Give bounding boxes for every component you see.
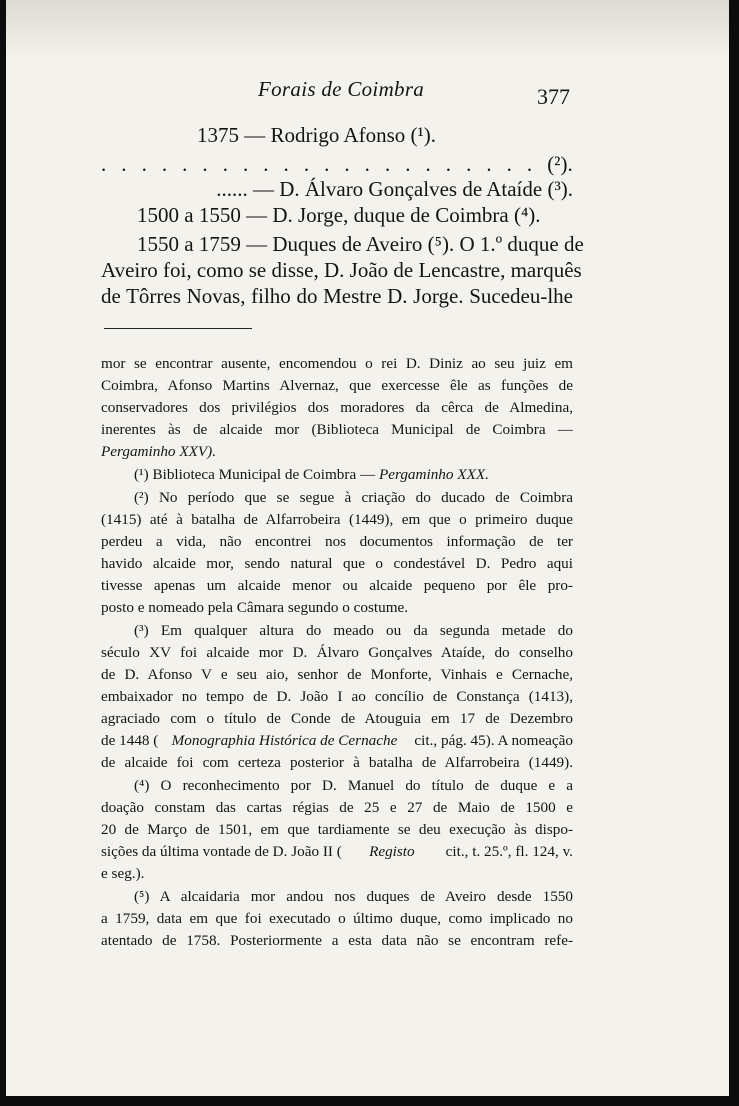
footnote-continuation-line: conservadores dos privilégios dos moradores da cêrca de Almedina, <box>101 399 573 416</box>
paragraph-1550-line: Aveiro foi, como se disse, D. João de Lencastre, marquês <box>101 258 582 282</box>
entry-dots-note: (²). <box>547 152 573 176</box>
footnote-2-line: (1415) até à batalha de Alfarrobeira (1449), em que o primeiro duque <box>101 511 573 528</box>
footnote-1-source: Pergaminho XXX. <box>378 466 489 483</box>
footnote-continuation-line: inerentes às de alcaide mor (Biblioteca Municipal de Coimbra — <box>101 421 573 438</box>
footnote-separator <box>104 328 252 329</box>
footnote-2-line: posto e nomeado pela Câmara segundo o costume. <box>101 599 409 616</box>
entry-alvaro: ...... — D. Álvaro Gonçalves de Ataíde (³). <box>216 177 573 201</box>
entry-dots: . . . . . . . . . . . . . . . . . . . . . . (²). <box>101 152 573 176</box>
footnote-3-line: embaixador no tempo de D. João I ao concílio de Constança (1413), <box>101 688 573 705</box>
paragraph-1550-line: 1550 a 1759 — Duques de Aveiro (⁵). O 1.º duque de <box>137 232 584 256</box>
footnote-4-line: doação constam das cartas régias de 25 e 27 de Maio de 1500 e <box>101 799 573 816</box>
footnote-3-line: de D. Afonso V e seu aio, senhor de Monforte, Vinhais e Cernache, <box>101 666 573 683</box>
footnote-1-text: (¹) Biblioteca Municipal de Coimbra — <box>134 466 379 483</box>
footnote-3-line: de alcaide foi com certeza posterior à batalha de Alfarrobeira (1449). <box>101 754 573 771</box>
footnote-3-line6-pre: de 1448 ( <box>101 732 159 749</box>
footnote-3-line: século XV foi alcaide mor D. Álvaro Gonçalves Ataíde, do conselho <box>101 644 573 661</box>
footnote-3-book-title: Monographia Histórica de Cernache <box>171 732 398 749</box>
page-number: 377 <box>537 84 570 109</box>
footnote-4-registo: Registo <box>369 843 415 860</box>
footnote-4-line4-post: cit., t. 25.º, fl. 124, v. <box>441 843 573 860</box>
footnote-3-line <box>101 732 573 750</box>
footnote-5-line: a 1759, data em que foi executado o último duque, como implicado no <box>101 910 573 927</box>
footnote-4-line: 20 de Março de 1501, em que tardiamente se deu execução às dispo- <box>101 821 573 838</box>
footnote-2-line: perdeu a vida, não encontrei nos documentos informação de ter <box>101 533 573 550</box>
footnote-4-line: (⁴) O reconhecimento por D. Manuel do título de duque e a <box>134 777 573 794</box>
footnote-continuation-line: Coimbra, Afonso Martins Alvernaz, que exercesse êle as funções de <box>101 377 573 394</box>
footnote-continuation-line: mor se encontrar ausente, encomendou o rei D. Diniz ao seu juiz em <box>101 355 573 372</box>
footnote-3-line: agraciado com o título de Conde de Atouguia em 17 de Dezembro <box>101 710 573 727</box>
footnote-3-line: (³) Em qualquer altura do meado ou da segunda metade do <box>134 622 573 639</box>
entry-1375: 1375 — Rodrigo Afonso (¹). <box>197 123 437 147</box>
footnote-continuation-line: Pergaminho XXV). <box>101 443 217 460</box>
running-title: Forais de Coimbra <box>258 77 425 101</box>
entry-1500: 1500 a 1550 — D. Jorge, duque de Coimbra (⁴). <box>137 203 541 227</box>
footnote-2-line: tivesse apenas um alcaide menor ou alcaide pequeno por êle pro- <box>101 577 573 594</box>
footnote-5-line: atentado de 1758. Posteriormente a esta data não se encontram refe- <box>101 932 573 949</box>
footnote-2-line: havido alcaide mor, sendo natural que o condestável D. Pedro aqui <box>101 555 573 572</box>
footnote-4-line4-pre: sições da última vontade de D. João II ( <box>101 843 342 860</box>
footnote-5-line: (⁵) A alcaidaria mor andou nos duques de Aveiro desde 1550 <box>134 888 573 905</box>
paragraph-1550-line: de Tôrres Novas, filho do Mestre D. Jorge. Sucedeu-lhe <box>101 284 573 308</box>
footnote-4-line <box>101 843 573 861</box>
footnote-3-line6-post: cit., pág. 45). A nomeação <box>410 732 573 749</box>
scan-shadow <box>6 0 729 60</box>
footnote-2-line: (²) No período que se segue à criação do ducado de Coimbra <box>134 489 573 506</box>
footnote-1 <box>134 466 489 484</box>
footnote-4-line: e seg.). <box>101 865 145 882</box>
